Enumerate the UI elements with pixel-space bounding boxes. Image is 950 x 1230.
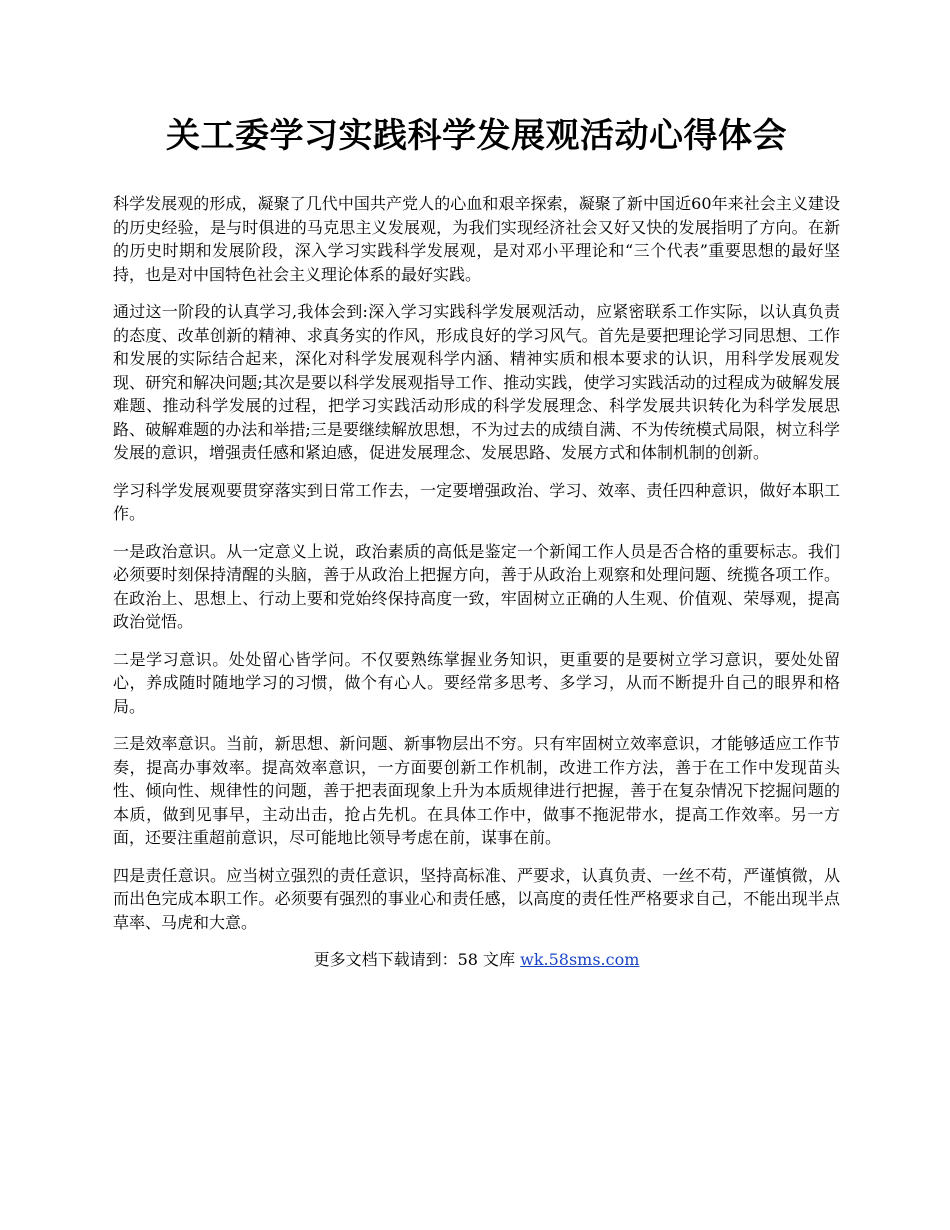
paragraph-responsibility-awareness: 四是责任意识。应当树立强烈的责任意识，坚持高标准、严要求，认真负责、一丝不苟，严谨慎微，从而出色完成本职工作。必须要有强烈的事业心和责任感，以高度的责任性严格要求自己，不能出现半点草率、马虎和大意。 <box>113 865 840 932</box>
paragraph-study-insights: 通过这一阶段的认真学习,我体会到:深入学习实践科学发展观活动，应紧密联系工作实际，以认真负责的态度、改革创新的精神、求真务实的作风，形成良好的学习风气。首先是要把理论学习同思想、工作和发展的实际结合起来，深化对科学发展观科学内涵、精神实质和根本要求的认识，用科学发展观发现、研究和解决问题;其次是要以科学发展观指导工作、推动实践，使学习实践活动的过程成为破解发展难题、推动科学发展的过程，把学习实践活动形成的科学发展理念、科学发展共识转化为科学发展思路、破解难题的办法和举措;三是要继续解放思想，不为过去的成绩自满、不为传统模式局限，树立科学发展的意识，增强责任感和紧迫感，促进发展理念、发展思路、发展方式和体制机制的创新。 <box>113 302 840 462</box>
download-footer <box>113 948 840 971</box>
paragraph-four-awareness: 学习科学发展观要贯穿落实到日常工作去，一定要增强政治、学习、效率、责任四种意识，做好本职工作。 <box>113 480 840 523</box>
page-title: 关工委学习实践科学发展观活动心得体会 <box>166 116 787 156</box>
document-page <box>113 112 840 971</box>
footer-prefix: 更多文档下载请到：58 文库 <box>313 950 521 969</box>
paragraph-political-awareness: 一是政治意识。从一定意义上说，政治素质的高低是鉴定一个新闻工作人员是否合格的重要标志。我们必须要时刻保持清醒的头脑，善于从政治上把握方向，善于从政治上观察和处理问题、统揽各项工作。在政治上、思想上、行动上要和党始终保持高度一致，牢固树立正确的人生观、价值观、荣辱观，提高政治觉悟。 <box>113 541 840 631</box>
paragraph-intro: 科学发展观的形成，凝聚了几代中国共产党人的心血和艰辛探索，凝聚了新中国近60年来社会主义建设的历史经验，是与时俱进的马克思主义发展观，为我们实现经济社会又好又快的发展指明了方向。在新的历史时期和发展阶段，深入学习实践科学发展观，是对邓小平理论和“三个代表”重要思想的最好坚持，也是对中国特色社会主义理论体系的最好实践。 <box>113 194 840 284</box>
paragraph-learning-awareness: 二是学习意识。处处留心皆学问。不仅要熟练掌握业务知识，更重要的是要树立学习意识，要处处留心，养成随时随地学习的习惯，做个有心人。要经常多思考、多学习，从而不断提升自己的眼界和格局。 <box>113 649 840 716</box>
footer-link[interactable]: wk.58sms.com <box>520 950 640 969</box>
paragraph-efficiency-awareness: 三是效率意识。当前，新思想、新问题、新事物层出不穷。只有牢固树立效率意识，才能够适应工作节奏，提高办事效率。提高效率意识，一方面要创新工作机制，改进工作方法，善于在工作中发现苗头性、倾向性、规律性的问题，善于把表面现象上升为本质规律进行把握，善于在复杂情况下挖掘问题的本质，做到见事早，主动出击，抢占先机。在具体工作中，做事不拖泥带水，提高工作效率。另一方面，还要注重超前意识，尽可能地比领导考虑在前，谋事在前。 <box>113 734 840 847</box>
